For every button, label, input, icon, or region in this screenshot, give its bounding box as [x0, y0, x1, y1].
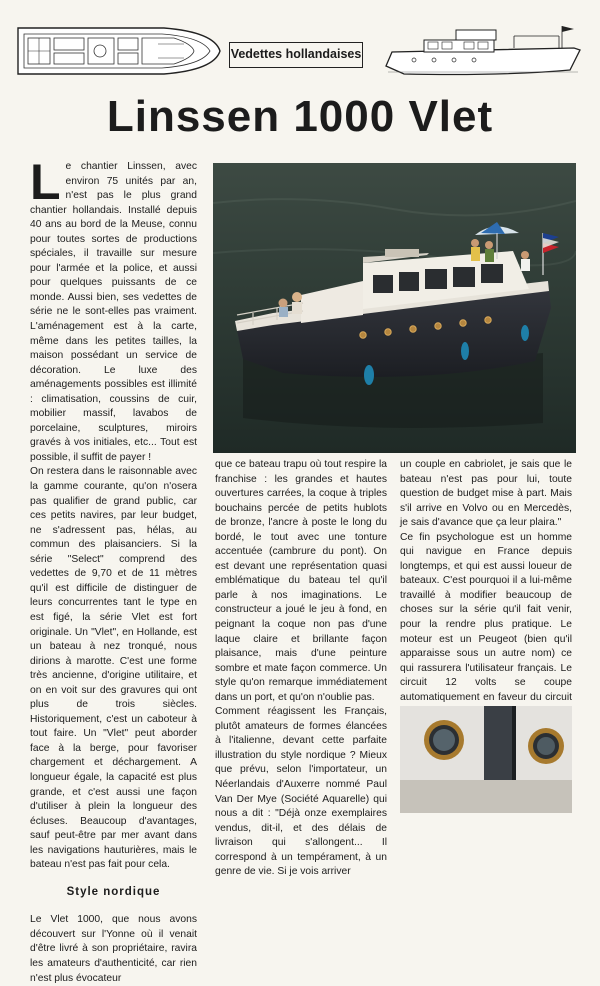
body-paragraph: Ce fin psychologue est un homme qui navigue en France depuis longtemps, et qui est aussi loueur de bateaux. C'est pourquoi il a lui-même travaillé à modifier beaucoup de choses sur la série qu'il fait venir, pour la rendre plus pratique. Le moteur est un Peugeot (bien qu'il apparaisse sous un autre nom) ce qui rassurera l'utilisateur français. Le circuit 12 volts se coupe automatiquement en faveur du circuit — [400, 531, 572, 703]
side-view-drawing — [384, 22, 584, 80]
intro-paragraph — [30, 154, 197, 465]
page-title: Linssen 1000 Vlet — [106, 92, 494, 141]
subhead: Style nordique — [66, 885, 161, 898]
drop-cap: L — [30, 154, 61, 210]
body-paragraph: Le Vlet 1000, que nous avons découvert sur l'Yonne où il venait d'être livré à son propriétaire, ravira les amateurs d'authenticité, car rien n'est plus évocateur — [30, 914, 197, 984]
section-label: Vedettes hollandaises — [229, 42, 363, 68]
body-paragraph: Comment réagissent les Français, plutôt amateurs de formes élancées à l'italienne, devant cette parfaite illustration du style nordique ? Mieux que prévu, selon l'importateur, un Néerlandais d'Auxerre nommé Paul Van Der Mye (Société Aquarelle) qui nous a dit : "Déjà onze exemplaires vendus, dit-il, et des délais de livraison qui s'allongent... Il correspond à un tempérament, à un genre de vie. Si je vois arriver — [215, 706, 387, 878]
porthole-photo — [400, 706, 572, 813]
column-1 — [30, 154, 197, 986]
body-paragraph: On restera dans le raisonnable avec la gamme courante, qu'on n'osera pas qualifier de grand public, car ces petits navires, par leur budget, ne s'adressent pas, hélas, au commun des plaisanciers. Si la série "Select" comprend des vedettes de 9,70 et de 11 mètres qu'il est difficile de distinguer de leurs concurrentes tant le type en est figé, la série Vlet est fort originale. Un "Vlet", en Hollande, est un bateau à nez tronqué, nous dirions à marotte. C'est une forme très ancienne, d'origine utilitaire, et on en voit sur des gravures qui ont plus de trois siècles. Historiquement, c'est un caboteur à tout faire. Un "Vlet" peut aborder face à la berge, pour favoriser chargement et déchargement. A longueur égale, la capacité est plus grande, et c'est aussi une façon d'utiliser à plein la longueur des écluses. Beaucoup d'avantages, sauf peut-être par mer avant dans les navigations hauturières, mais le bateau n'est pas fait pour cela. — [30, 466, 197, 871]
deck-plan-drawing — [14, 20, 224, 82]
intro-text: e chantier Linssen, avec environ 75 unités par an, n'est pas le plus grand chantier hollandais. Installé depuis 40 ans au bord de la Meuse, connu pour toutes sortes de productions spéciales, il travaille sur mesure pour l'armée et la police, et aussi pour quelques puissants de ce monde. Aussi bien, ses vedettes de série ne le sont-elles pas vraiment. L'aménagement est à la carte, même dans les petites tailles, la maison possédant un service de décoration. Le luxe des aménagements possibles est illimité : climatisation, coussins de cuir, mobilier massif, lavabos de porcelaine, sculptures, miroirs gravés à vos initiales, etc... Tout est possible, il suffit de payer ! — [30, 161, 197, 463]
body-paragraph: que ce bateau trapu où tout respire la franchise : les grandes et hautes ouvertures carrées, la coque à triples bouchains percée de petits hublots de bronze, l'ancre à poste le long du bordé, le tout avec une tonture accentuée (cambrure du pont). On est devant une représentation quasi emblématique du bateau tel qu'il parle à nos imaginations. Le constructeur a joué le jeu à fond, en peignant la coque non pas d'une laque claire et brillante façon plaisance, mais d'une peinture sombre et mate façon commerce. Un style qu'on remarque immédiatement dans un port, et qu'on n'oublie pas. — [215, 459, 387, 703]
body-paragraph: un couple en cabriolet, je sais que le bateau n'est pas pour lui, toute question de budget mise à part. Mais s'il arrive en Volvo ou en Mercedès, je sais d'avance que ça leur plaira." — [400, 459, 572, 529]
boat-photo — [213, 163, 576, 453]
column-2 — [215, 458, 387, 880]
